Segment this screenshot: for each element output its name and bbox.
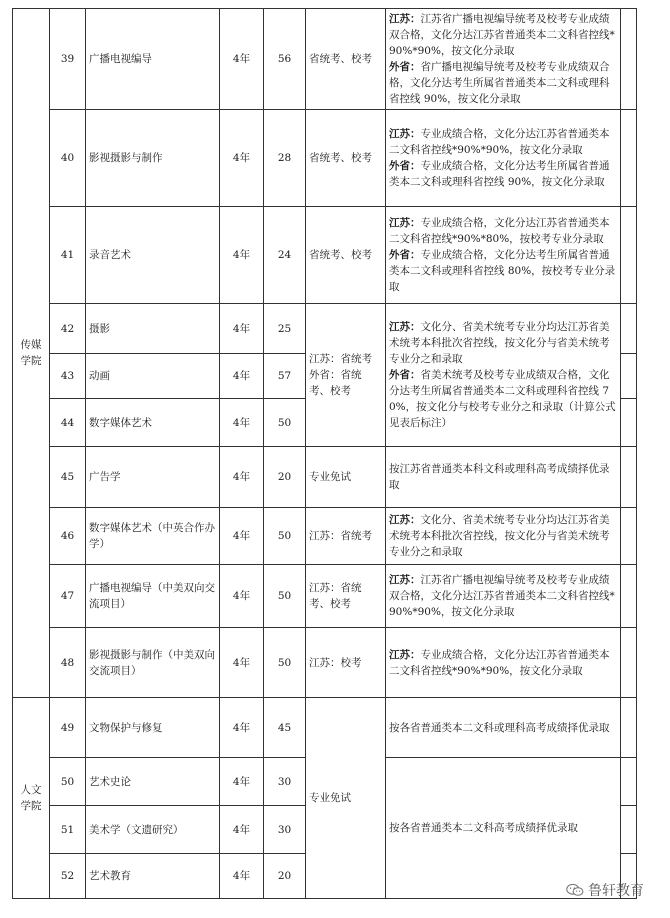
table-row (13, 508, 637, 565)
rule-text: 专业成绩合格，文化分达江苏省普通类本二文科省控线*90%*80%，按校考专业分录取 (389, 217, 610, 245)
row-number: 48 (50, 628, 86, 698)
admission-rule (386, 508, 621, 565)
admission-rule (386, 9, 621, 110)
major-name: 文物保护与修复 (86, 698, 220, 758)
rule-text: 专业成绩合格，文化分达考生所属省普通类本二文科或理科省控线 80%，按校考专业分录取 (389, 249, 616, 293)
rule-line (389, 11, 617, 59)
remark-cell (621, 806, 637, 854)
table-row (13, 110, 637, 207)
rule-line (389, 720, 617, 736)
exam-type: 省统考、校考 (306, 207, 386, 304)
remark-cell (621, 207, 637, 304)
rule-text: 按江苏省普通类本科文科或理科高考成绩择优录取 (389, 463, 610, 491)
major-name: 艺术教育 (86, 854, 220, 899)
enrollment-quota: 25 (264, 304, 306, 354)
row-number: 45 (50, 447, 86, 508)
study-years: 4年 (220, 304, 264, 354)
row-number: 47 (50, 565, 86, 628)
enrollment-quota: 56 (264, 9, 306, 110)
study-years: 4年 (220, 354, 264, 399)
table-row (13, 9, 637, 110)
row-number: 52 (50, 854, 86, 899)
enrollment-quota: 30 (264, 758, 306, 806)
row-number: 41 (50, 207, 86, 304)
study-years: 4年 (220, 758, 264, 806)
study-years: 4年 (220, 854, 264, 899)
enrollment-quota: 30 (264, 806, 306, 854)
rule-line (389, 512, 617, 560)
rule-text: 省广播电视编导统考及校考专业成绩双合格，文化分达考生所属省普通类本二文科或理科省控线 90%，按文化分录取 (389, 61, 610, 105)
admission-rule (386, 110, 621, 207)
remark-cell (621, 110, 637, 207)
college-cell: 传媒学院 (13, 9, 50, 698)
major-name: 艺术史论 (86, 758, 220, 806)
watermark-text: 鲁轩教育 (588, 883, 644, 899)
rule-text: 专业成绩合格，文化分达考生所属省普通类本二文科或理科省控线 90%，按文化分录取 (389, 160, 610, 188)
study-years: 4年 (220, 698, 264, 758)
major-name: 广播电视编导（中美双向交流项目） (86, 565, 220, 628)
study-years: 4年 (220, 806, 264, 854)
table-row (13, 447, 637, 508)
study-years: 4年 (220, 628, 264, 698)
exam-type: 江苏：省统考 外省：省统考、校考 (306, 304, 386, 447)
enrollment-quota: 20 (264, 854, 306, 899)
enrollment-quota: 50 (264, 565, 306, 628)
remark-cell (621, 758, 637, 806)
rule-text: 按各省普通类本二文科或理科高考成绩择优录取 (389, 721, 610, 734)
wechat-icon (566, 883, 584, 897)
rule-line (389, 247, 617, 295)
row-number: 43 (50, 354, 86, 399)
row-number: 46 (50, 508, 86, 565)
study-years: 4年 (220, 207, 264, 304)
rule-text: 文化分、省美术统考专业分均达江苏省美术统考本科批次省控线，按文化分与省美术统考专业分之和录取 (389, 321, 610, 365)
remark-cell (621, 508, 637, 565)
rule-line (389, 59, 617, 107)
enrollment-quota: 45 (264, 698, 306, 758)
major-name: 广播电视编导 (86, 9, 220, 110)
study-years: 4年 (220, 9, 264, 110)
exam-type: 省统考、校考 (306, 110, 386, 207)
rule-text: 专业成绩合格，文化分达江苏省普通类本二文科省控线*90%*90%，按文化分录取 (389, 648, 610, 677)
enrollment-quota: 24 (264, 207, 306, 304)
table-row (13, 565, 637, 628)
row-number: 51 (50, 806, 86, 854)
region-label: 江苏： (389, 13, 421, 25)
rule-line (389, 158, 617, 190)
remark-cell (621, 354, 637, 399)
study-years: 4年 (220, 565, 264, 628)
admission-rule (386, 207, 621, 304)
rule-text: 专业成绩合格，文化分达江苏省普通类本二文科省控线*90%*90%，按文化分录取 (389, 128, 610, 156)
admission-rule (386, 698, 621, 758)
region-label: 外省： (389, 369, 421, 381)
major-name: 录音艺术 (86, 207, 220, 304)
exam-type: 专业免试 (306, 447, 386, 508)
rule-line (389, 461, 617, 493)
row-number: 44 (50, 399, 86, 447)
exam-type: 省统考、校考 (306, 9, 386, 110)
admission-plan-table (12, 8, 637, 899)
region-label: 江苏： (389, 128, 421, 140)
major-name: 美术学（文遗研究） (86, 806, 220, 854)
major-name: 广告学 (86, 447, 220, 508)
table-row (13, 304, 637, 354)
row-number: 42 (50, 304, 86, 354)
admission-rule (386, 758, 621, 899)
admission-rule (386, 304, 621, 447)
study-years: 4年 (220, 447, 264, 508)
enrollment-quota: 50 (264, 399, 306, 447)
exam-type: 江苏：省统考、校考 (306, 565, 386, 628)
remark-cell (621, 447, 637, 508)
enrollment-quota: 28 (264, 110, 306, 207)
enrollment-quota: 50 (264, 508, 306, 565)
rule-text: 江苏省广播电视编导统考及校考专业成绩双合格，文化分达江苏省普通类本二文科省控线*90%*90%，按文化分录取 (389, 574, 615, 618)
remark-cell (621, 9, 637, 110)
remark-cell (621, 698, 637, 758)
row-number: 49 (50, 698, 86, 758)
region-label: 江苏： (389, 574, 421, 586)
watermark (566, 880, 644, 900)
table-row (13, 207, 637, 304)
rule-line (389, 820, 617, 836)
row-number: 50 (50, 758, 86, 806)
admission-rule (386, 628, 621, 698)
rule-line (389, 647, 617, 679)
study-years: 4年 (220, 399, 264, 447)
region-label: 外省： (389, 61, 421, 73)
region-label: 外省： (389, 160, 421, 172)
table-row (13, 628, 637, 698)
major-name: 影视摄影与制作 (86, 110, 220, 207)
major-name: 动画 (86, 354, 220, 399)
study-years: 4年 (220, 508, 264, 565)
study-years: 4年 (220, 110, 264, 207)
region-label: 外省： (389, 249, 421, 261)
rule-line (389, 215, 617, 247)
rule-line (389, 319, 617, 367)
admission-rule (386, 447, 621, 508)
exam-type: 专业免试 (306, 698, 386, 899)
rule-text: 按各省普通类本二文科高考成绩择优录取 (389, 822, 578, 834)
remark-cell (621, 565, 637, 628)
region-label: 江苏： (389, 514, 421, 526)
region-label: 江苏： (389, 217, 421, 229)
row-number: 40 (50, 110, 86, 207)
region-label: 江苏： (389, 321, 421, 333)
exam-type: 江苏：校考 (306, 628, 386, 698)
rule-text: 省美术统考及校考专业成绩双合格，文化分达考生所属省普通类本二文科或理科省控线 70%，按文化分与校考专业分之和录取（计算公式见表后标注） (389, 369, 616, 429)
enrollment-quota: 50 (264, 628, 306, 698)
table-row (13, 698, 637, 758)
rule-text: 江苏省广播电视编导统考及校考专业成绩双合格，文化分达江苏省普通类本二文科省控线*90%*90%，按文化分录取 (389, 13, 615, 57)
major-name: 摄影 (86, 304, 220, 354)
remark-cell (621, 304, 637, 354)
exam-type: 江苏：省统考 (306, 508, 386, 565)
remark-cell (621, 628, 637, 698)
remark-cell (621, 399, 637, 447)
major-name: 数字媒体艺术 (86, 399, 220, 447)
major-name: 数字媒体艺术（中英合作办学） (86, 508, 220, 565)
rule-line (389, 367, 617, 431)
enrollment-quota: 57 (264, 354, 306, 399)
rule-text: 文化分、省美术统考专业分均达江苏省美术统考本科批次省控线，按文化分与省美术统考专业分之和录取 (389, 514, 610, 558)
rule-line (389, 572, 617, 620)
admission-rule (386, 565, 621, 628)
rule-line (389, 126, 617, 158)
row-number: 39 (50, 9, 86, 110)
college-cell: 人文学院 (13, 698, 50, 899)
region-label: 江苏： (389, 648, 421, 661)
major-name: 影视摄影与制作（中美双向交流项目） (86, 628, 220, 698)
enrollment-quota: 20 (264, 447, 306, 508)
